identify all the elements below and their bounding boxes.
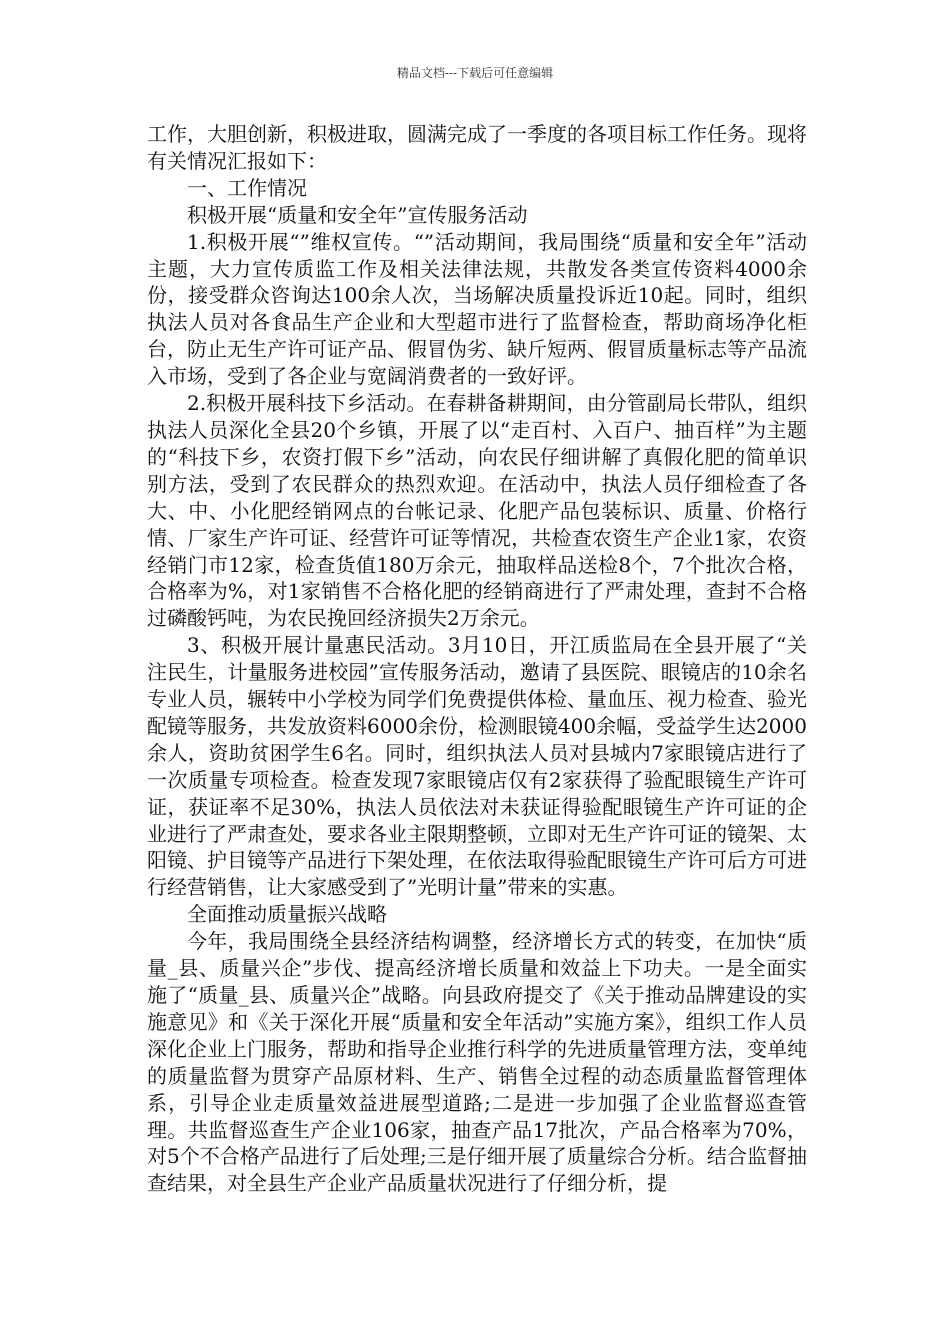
subheading-quality-safety-campaign: 积极开展“质量和安全年”宣传服务活动 (187, 202, 528, 227)
paragraph-intro: 工作，大胆创新，积极进取，圆满完成了一季度的各项目标工作任务。现将有关情况汇报如下： (147, 122, 807, 173)
document-body (147, 121, 807, 1197)
subheading-quality-revitalization: 全面推动质量振兴战略 (187, 902, 387, 927)
page-header: 精品文档---下载后可任意编辑 (396, 66, 554, 80)
paragraph-tech-to-countryside: 2.积极开展科技下乡活动。在春耕备耕期间，由分管副局长带队，组织执法人员深化全县20个乡镇，开展了以“走百村、入百户、抽百样”为主题的“科技下乡，农资打假下乡”活动，向农民仔细讲解了真假化肥的简单识别方法，受到了农民群众的热烈欢迎。在活动中，执法人员仔细检查了各大、中、小化肥经销网点的台帐记录、化肥产品包装标识、质量、价格行情、厂家生产许可证、经营许可证等情况，共检查农资生产企业1家，农资经销门市12家，检查货值180万余元，抽取样品送检8个，7个批次合格，合格率为%，对1家销售不合格化肥的经销商进行了严肃处理，查封不合格过磷酸钙吨，为农民挽回经济损失2万余元。 (147, 391, 807, 631)
paragraph-metrology-campaign: 3、积极开展计量惠民活动。3月10日，开江质监局在全县开展了“关注民生，计量服务进校园”宣传服务活动，邀请了县医院、眼镜店的10余名专业人员，辗转中小学校为同学们免费提供体检、量血压、视力检查、验光配镜等服务，共发放资料6000余份，检测眼镜400余幅，受益学生达2000余人，资助贫困学生6名。同时，组织执法人员对县城内7家眼镜店进行了一次质量专项检查。检查发现7家眼镜店仅有2家获得了验配眼镜生产许可证，获证率不足30%，执法人员依法对未获证得验配眼镜生产许可证的企业进行了严肃查处，要求各业主限期整顿，立即对无生产许可证的镜架、太阳镜、护目镜等产品进行下架处理，在依法取得验配眼镜生产许可后方可进行经营销售，让大家感受到了”光明计量”带来的实惠。 (147, 633, 807, 900)
paragraph-quality-strategy: 今年，我局围绕全县经济结构调整，经济增长方式的转变，在加快“质量_县、质量兴企”步伐、提高经济增长质量和效益上下功夫。一是全面实施了“质量_县、质量兴企”战略。向县政府提交了《关于推动品牌建设的实施意见》和《关于深化开展“质量和安全年活动”实施方案》，组织工作人员深化企业上门服务，帮助和指导企业推行科学的先进质量管理方法，变单纯的质量监督为贯穿产品原材料、生产、销售全过程的动态质量监督管理体系，引导企业走质量效益进展型道路;二是进一步加强了企业监督巡查管理。共监督巡查生产企业106家，抽查产品17批次，产品合格率为70%，对5个不合格产品进行了后处理;三是仔细开展了质量综合分析。结合监督抽查结果，对全县生产企业产品质量状况进行了仔细分析，提 (147, 929, 807, 1196)
section-heading-work-status: 一、工作情况 (187, 175, 307, 200)
paragraph-rights-publicity: 1.积极开展“”维权宣传。“”活动期间，我局围绕“质量和安全年”活动主题，大力宣传质监工作及相关法律法规，共散发各类宣传资料4000余份，接受群众咨询达100余人次，当场解决质量投诉近10起。同时，组织执法人员对各食品生产企业和大型超市进行了监督检查，帮助商场净化柜台，防止无生产许可证产品、假冒伪劣、缺斤短两、假冒质量标志等产品流入市场，受到了各企业与宽阔消费者的一致好评。 (147, 229, 807, 389)
